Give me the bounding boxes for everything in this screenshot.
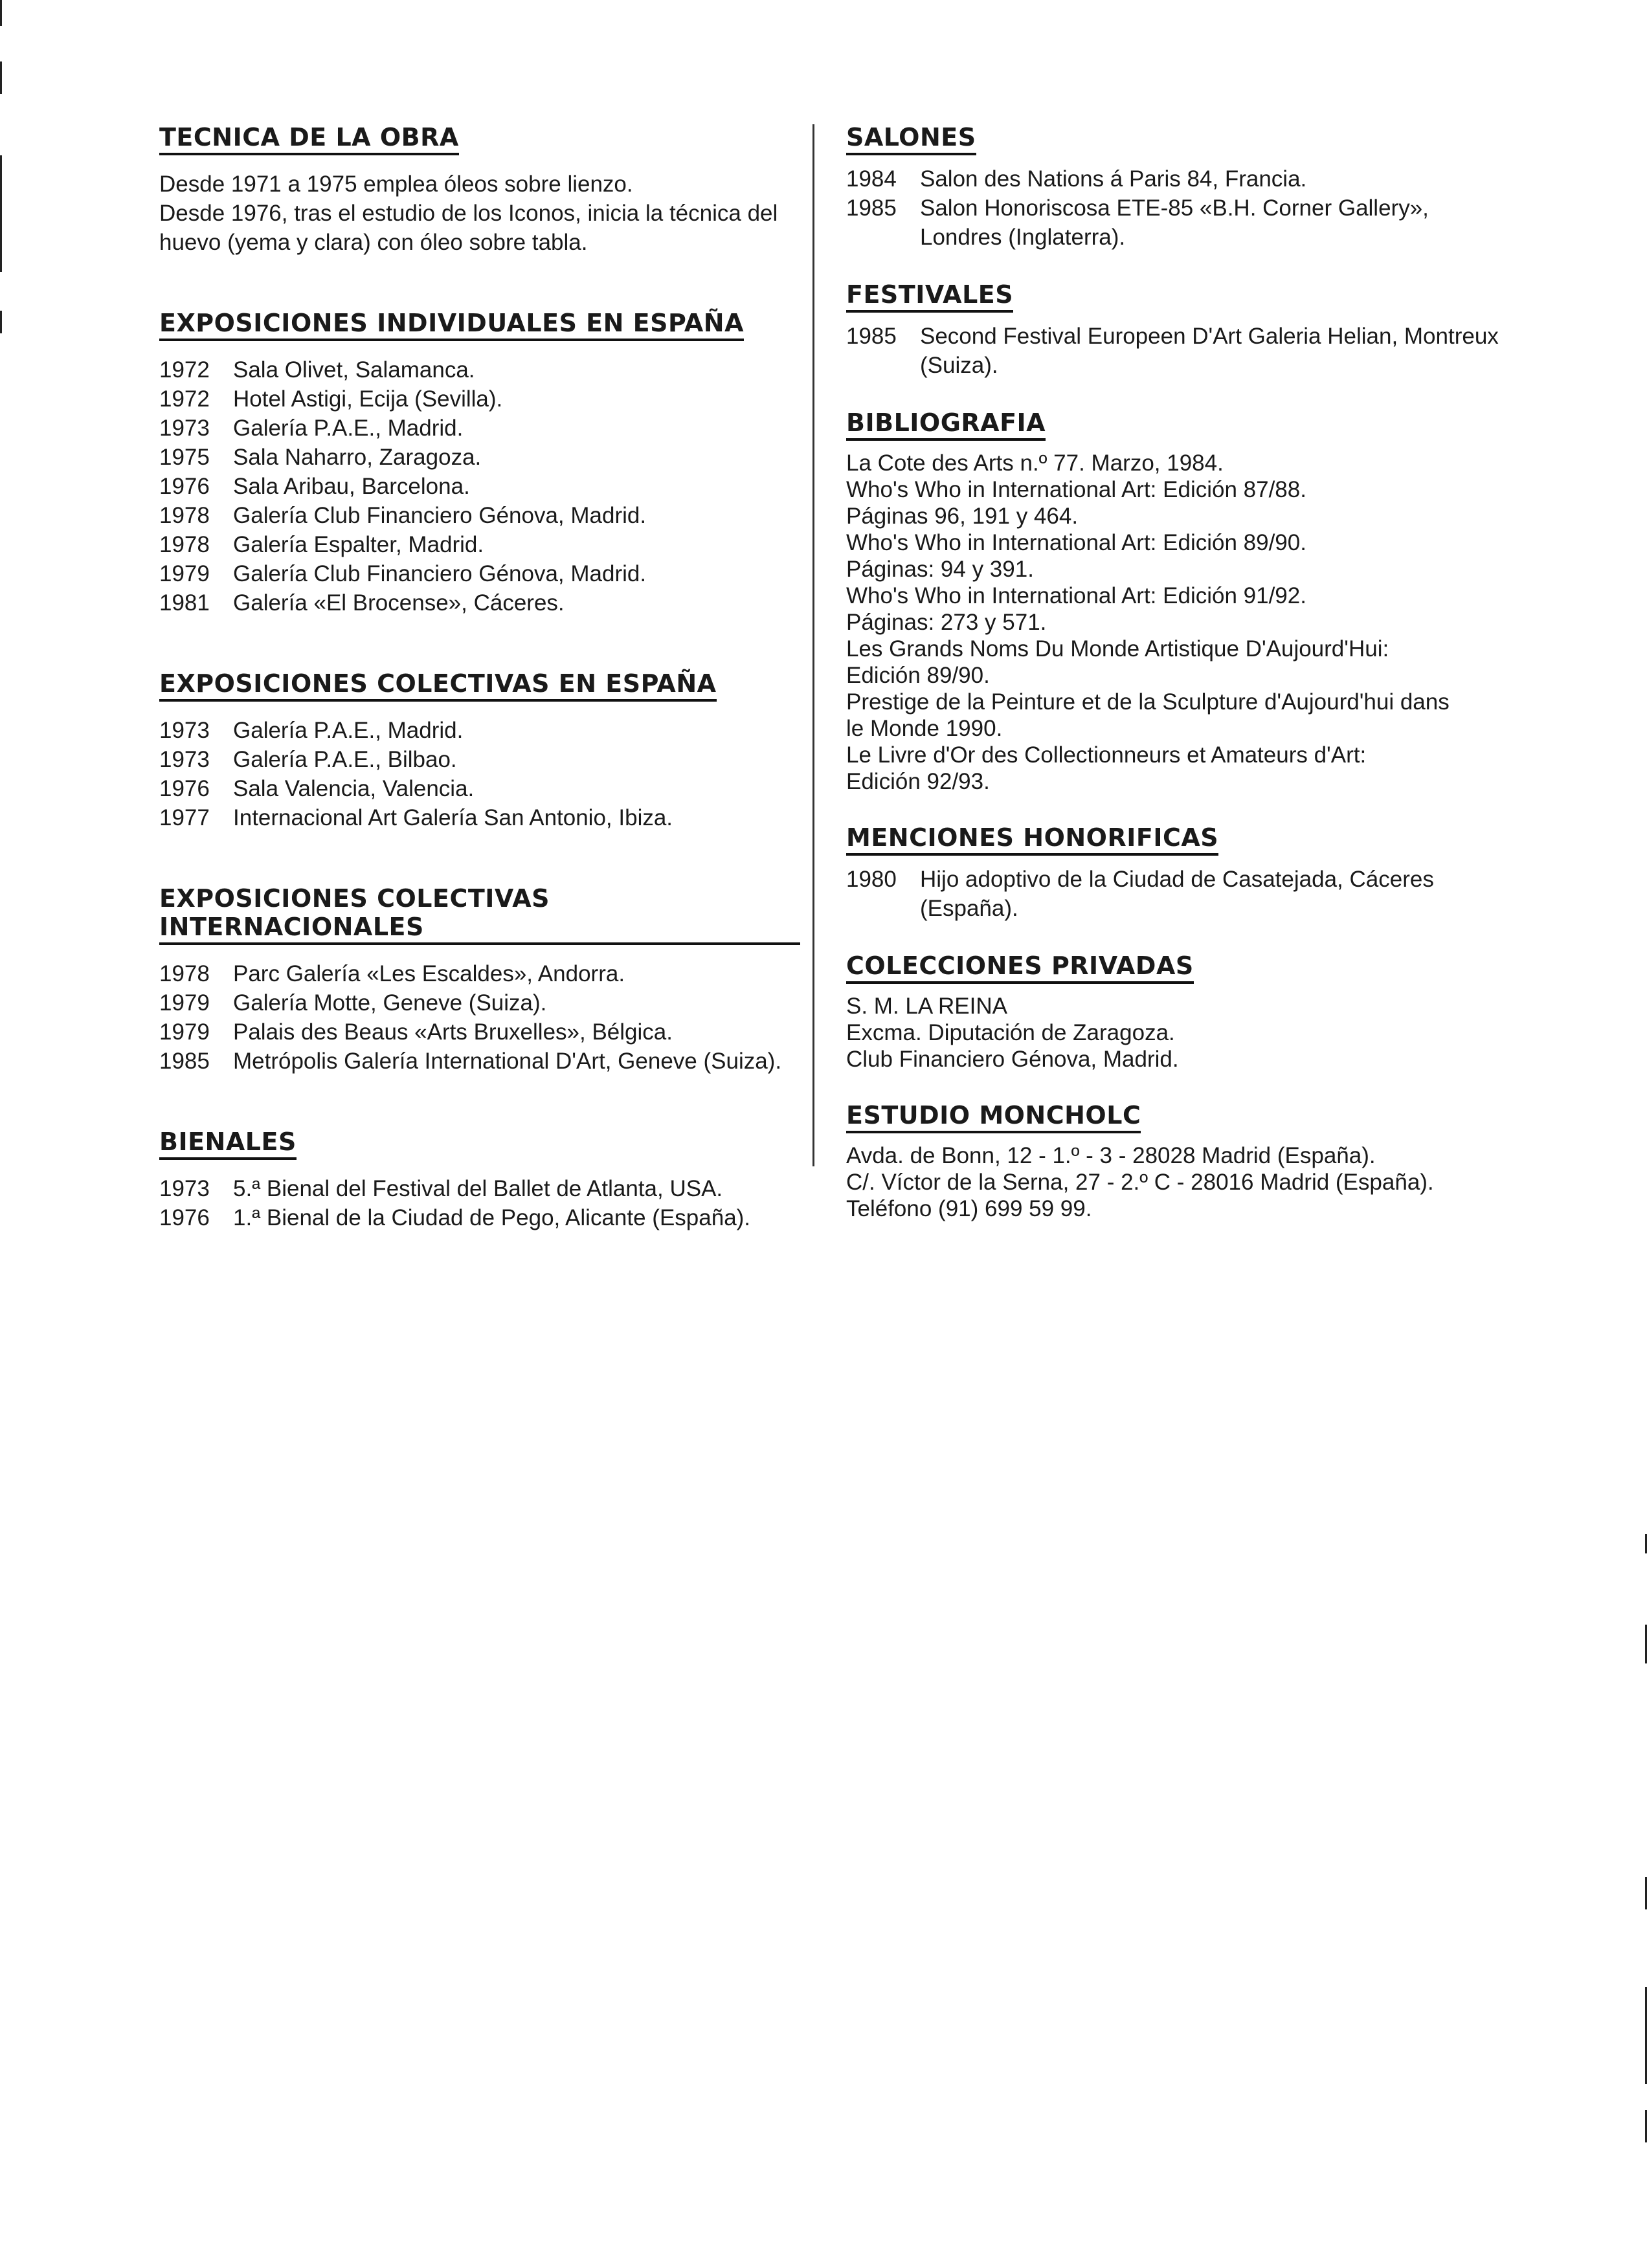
entry-text: Parc Galería «Les Escaldes», Andorra.: [233, 961, 625, 986]
entry-year: 1972: [159, 386, 210, 412]
section-heading: COLECCIONES PRIVADAS: [846, 951, 1194, 984]
section-heading: SALONES: [846, 123, 976, 155]
bibliography-line: le Monde 1990.: [846, 716, 1003, 741]
entry-text: Galería «El Brocense», Cáceres.: [233, 590, 565, 616]
entry-text: Internacional Art Galería San Antonio, Ibiza.: [233, 805, 673, 830]
paragraph-line: Desde 1976, tras el estudio de los Iconos, inicia la técnica del: [159, 201, 778, 226]
entry-year: 1985: [159, 1049, 210, 1074]
entry-year: 1979: [159, 561, 210, 586]
entry-text: 5.ª Bienal del Festival del Ballet de Atlanta, USA.: [233, 1176, 723, 1201]
entry-year: 1972: [159, 357, 210, 383]
entry-year: 1973: [159, 416, 210, 441]
section-heading: EXPOSICIONES COLECTIVAS INTERNACIONALES: [159, 884, 800, 945]
bibliography-line: Páginas: 273 y 571.: [846, 610, 1047, 635]
section-colectivas-internacionales: [159, 884, 800, 1076]
column-divider: [812, 124, 814, 1166]
paragraph-line: huevo (yema y clara) con óleo sobre tabla.: [159, 230, 588, 255]
list-item: [159, 355, 800, 384]
entry-text: Sala Aribau, Barcelona.: [233, 474, 470, 499]
entry-text: Galería P.A.E., Madrid.: [233, 718, 464, 743]
list-item: [159, 988, 800, 1017]
entry-text: 1.ª Bienal de la Ciudad de Pego, Alicante (España).: [233, 1205, 751, 1230]
section-festivales: [846, 280, 1507, 380]
section-individuales: [159, 309, 800, 617]
bibliography-line: Edición 92/93.: [846, 769, 990, 794]
scan-edge-mark: [0, 311, 2, 333]
bibliography-line: Les Grands Noms Du Monde Artistique D'Aujourd'Hui:: [846, 636, 1389, 662]
entry-year: 1973: [159, 718, 210, 743]
collection-line: Club Financiero Génova, Madrid.: [846, 1047, 1179, 1072]
bibliography-line: Who's Who in International Art: Edición 87/88.: [846, 477, 1306, 502]
entry-year: 1976: [159, 1205, 210, 1230]
address-line: Avda. de Bonn, 12 - 1.º - 3 - 28028 Madrid (España).: [846, 1143, 1376, 1168]
entry-year: 1977: [159, 805, 210, 830]
list-item: [159, 414, 800, 443]
entry-text: Palais des Beaus «Arts Bruxelles», Bélgica.: [233, 1019, 673, 1045]
list-item: [846, 164, 1507, 194]
bibliography-line: Prestige de la Peinture et de la Sculpture d'Aujourd'hui dans: [846, 689, 1450, 715]
entry-year: 1984: [846, 166, 897, 192]
entry-text: Salon Honoriscosa ETE-85 «B.H. Corner Gallery», Londres (Inglaterra).: [920, 195, 1429, 250]
entry-year: 1973: [159, 747, 210, 772]
list-item: [159, 1047, 800, 1076]
entry-year: 1980: [846, 867, 897, 892]
bibliography-line: Páginas: 94 y 391.: [846, 557, 1034, 582]
entry-text: Sala Naharro, Zaragoza.: [233, 445, 482, 470]
section-heading: ESTUDIO MONCHOLC: [846, 1101, 1141, 1133]
bibliography-line: La Cote des Arts n.º 77. Marzo, 1984.: [846, 450, 1224, 476]
section-estudio: [846, 1101, 1507, 1222]
bibliography-line: Páginas 96, 191 y 464.: [846, 504, 1079, 529]
collection-line: S. M. LA REINA: [846, 994, 1007, 1019]
entry-text: Metrópolis Galería International D'Art, Geneve (Suiza).: [233, 1049, 782, 1074]
list-item: [159, 559, 800, 588]
entry-text: Galería Espalter, Madrid.: [233, 532, 484, 557]
section-heading: MENCIONES HONORIFICAS: [846, 823, 1218, 856]
entry-year: 1976: [159, 776, 210, 801]
right-column: [846, 123, 1507, 1251]
section-heading: FESTIVALES: [846, 280, 1013, 313]
list-item: [159, 472, 800, 501]
scan-edge-mark: [0, 155, 2, 272]
section-heading: EXPOSICIONES COLECTIVAS EN ESPAÑA: [159, 669, 717, 702]
entry-year: 1985: [846, 195, 897, 221]
entry-text: Hijo adoptivo de la Ciudad de Casatejada, Cáceres (España).: [920, 867, 1434, 921]
section-colecciones: [846, 951, 1507, 1073]
scan-edge-mark: [0, 0, 2, 26]
entry-year: 1978: [159, 961, 210, 986]
list-item: [159, 803, 800, 832]
entry-text: Galería Club Financiero Génova, Madrid.: [233, 561, 647, 586]
section-salones: [846, 123, 1507, 252]
phone-line: Teléfono (91) 699 59 99.: [846, 1196, 1092, 1221]
entry-year: 1979: [159, 1019, 210, 1045]
paragraph-line: Desde 1971 a 1975 emplea óleos sobre lienzo.: [159, 172, 633, 197]
list-item: [159, 959, 800, 988]
entry-text: Galería P.A.E., Bilbao.: [233, 747, 457, 772]
bibliography-line: Edición 89/90.: [846, 663, 990, 688]
section-bibliografia: [846, 408, 1507, 795]
entry-year: 1978: [159, 503, 210, 528]
section-tecnica: [159, 123, 800, 257]
section-menciones: [846, 823, 1507, 923]
list-item: [159, 530, 800, 559]
list-item: [159, 1203, 800, 1232]
list-item: [159, 1017, 800, 1047]
bibliography-line: Who's Who in International Art: Edición 91/92.: [846, 583, 1306, 608]
section-heading: EXPOSICIONES INDIVIDUALES EN ESPAÑA: [159, 309, 744, 341]
entry-text: Galería P.A.E., Madrid.: [233, 416, 464, 441]
entry-text: Second Festival Europeen D'Art Galeria Helian, Montreux (Suiza).: [920, 324, 1499, 378]
section-heading: BIBLIOGRAFIA: [846, 408, 1046, 441]
bibliography-line: Le Livre d'Or des Collectionneurs et Amateurs d'Art:: [846, 742, 1367, 768]
entry-text: Sala Olivet, Salamanca.: [233, 357, 475, 383]
entry-year: 1973: [159, 1176, 210, 1201]
entry-year: 1975: [159, 445, 210, 470]
left-column: [159, 123, 800, 1284]
collection-line: Excma. Diputación de Zaragoza.: [846, 1020, 1175, 1045]
list-item: [159, 1174, 800, 1203]
entry-text: Salon des Nations á Paris 84, Francia.: [920, 166, 1307, 192]
entry-year: 1981: [159, 590, 210, 616]
scan-edge-mark: [0, 61, 2, 94]
entry-year: 1978: [159, 532, 210, 557]
section-heading: TECNICA DE LA OBRA: [159, 123, 459, 155]
list-item: [159, 443, 800, 472]
entry-year: 1985: [846, 324, 897, 349]
address-line: C/. Víctor de la Serna, 27 - 2.º C - 28016 Madrid (España).: [846, 1170, 1434, 1195]
entry-text: Hotel Astigi, Ecija (Sevilla).: [233, 386, 503, 412]
entry-text: Galería Motte, Geneve (Suiza).: [233, 990, 547, 1016]
list-item: [159, 384, 800, 414]
entry-text: Galería Club Financiero Génova, Madrid.: [233, 503, 647, 528]
section-colectivas-espana: [159, 669, 800, 832]
section-bienales: [159, 1128, 800, 1232]
entry-year: 1976: [159, 474, 210, 499]
bibliography-line: Who's Who in International Art: Edición 89/90.: [846, 530, 1306, 555]
section-heading: BIENALES: [159, 1128, 297, 1160]
list-item: [846, 194, 1507, 252]
list-item: [159, 716, 800, 745]
list-item: [159, 588, 800, 617]
list-item: [159, 745, 800, 774]
list-item: [846, 865, 1507, 923]
list-item: [846, 322, 1507, 380]
entry-text: Sala Valencia, Valencia.: [233, 776, 475, 801]
list-item: [159, 501, 800, 530]
entry-year: 1979: [159, 990, 210, 1016]
list-item: [159, 774, 800, 803]
